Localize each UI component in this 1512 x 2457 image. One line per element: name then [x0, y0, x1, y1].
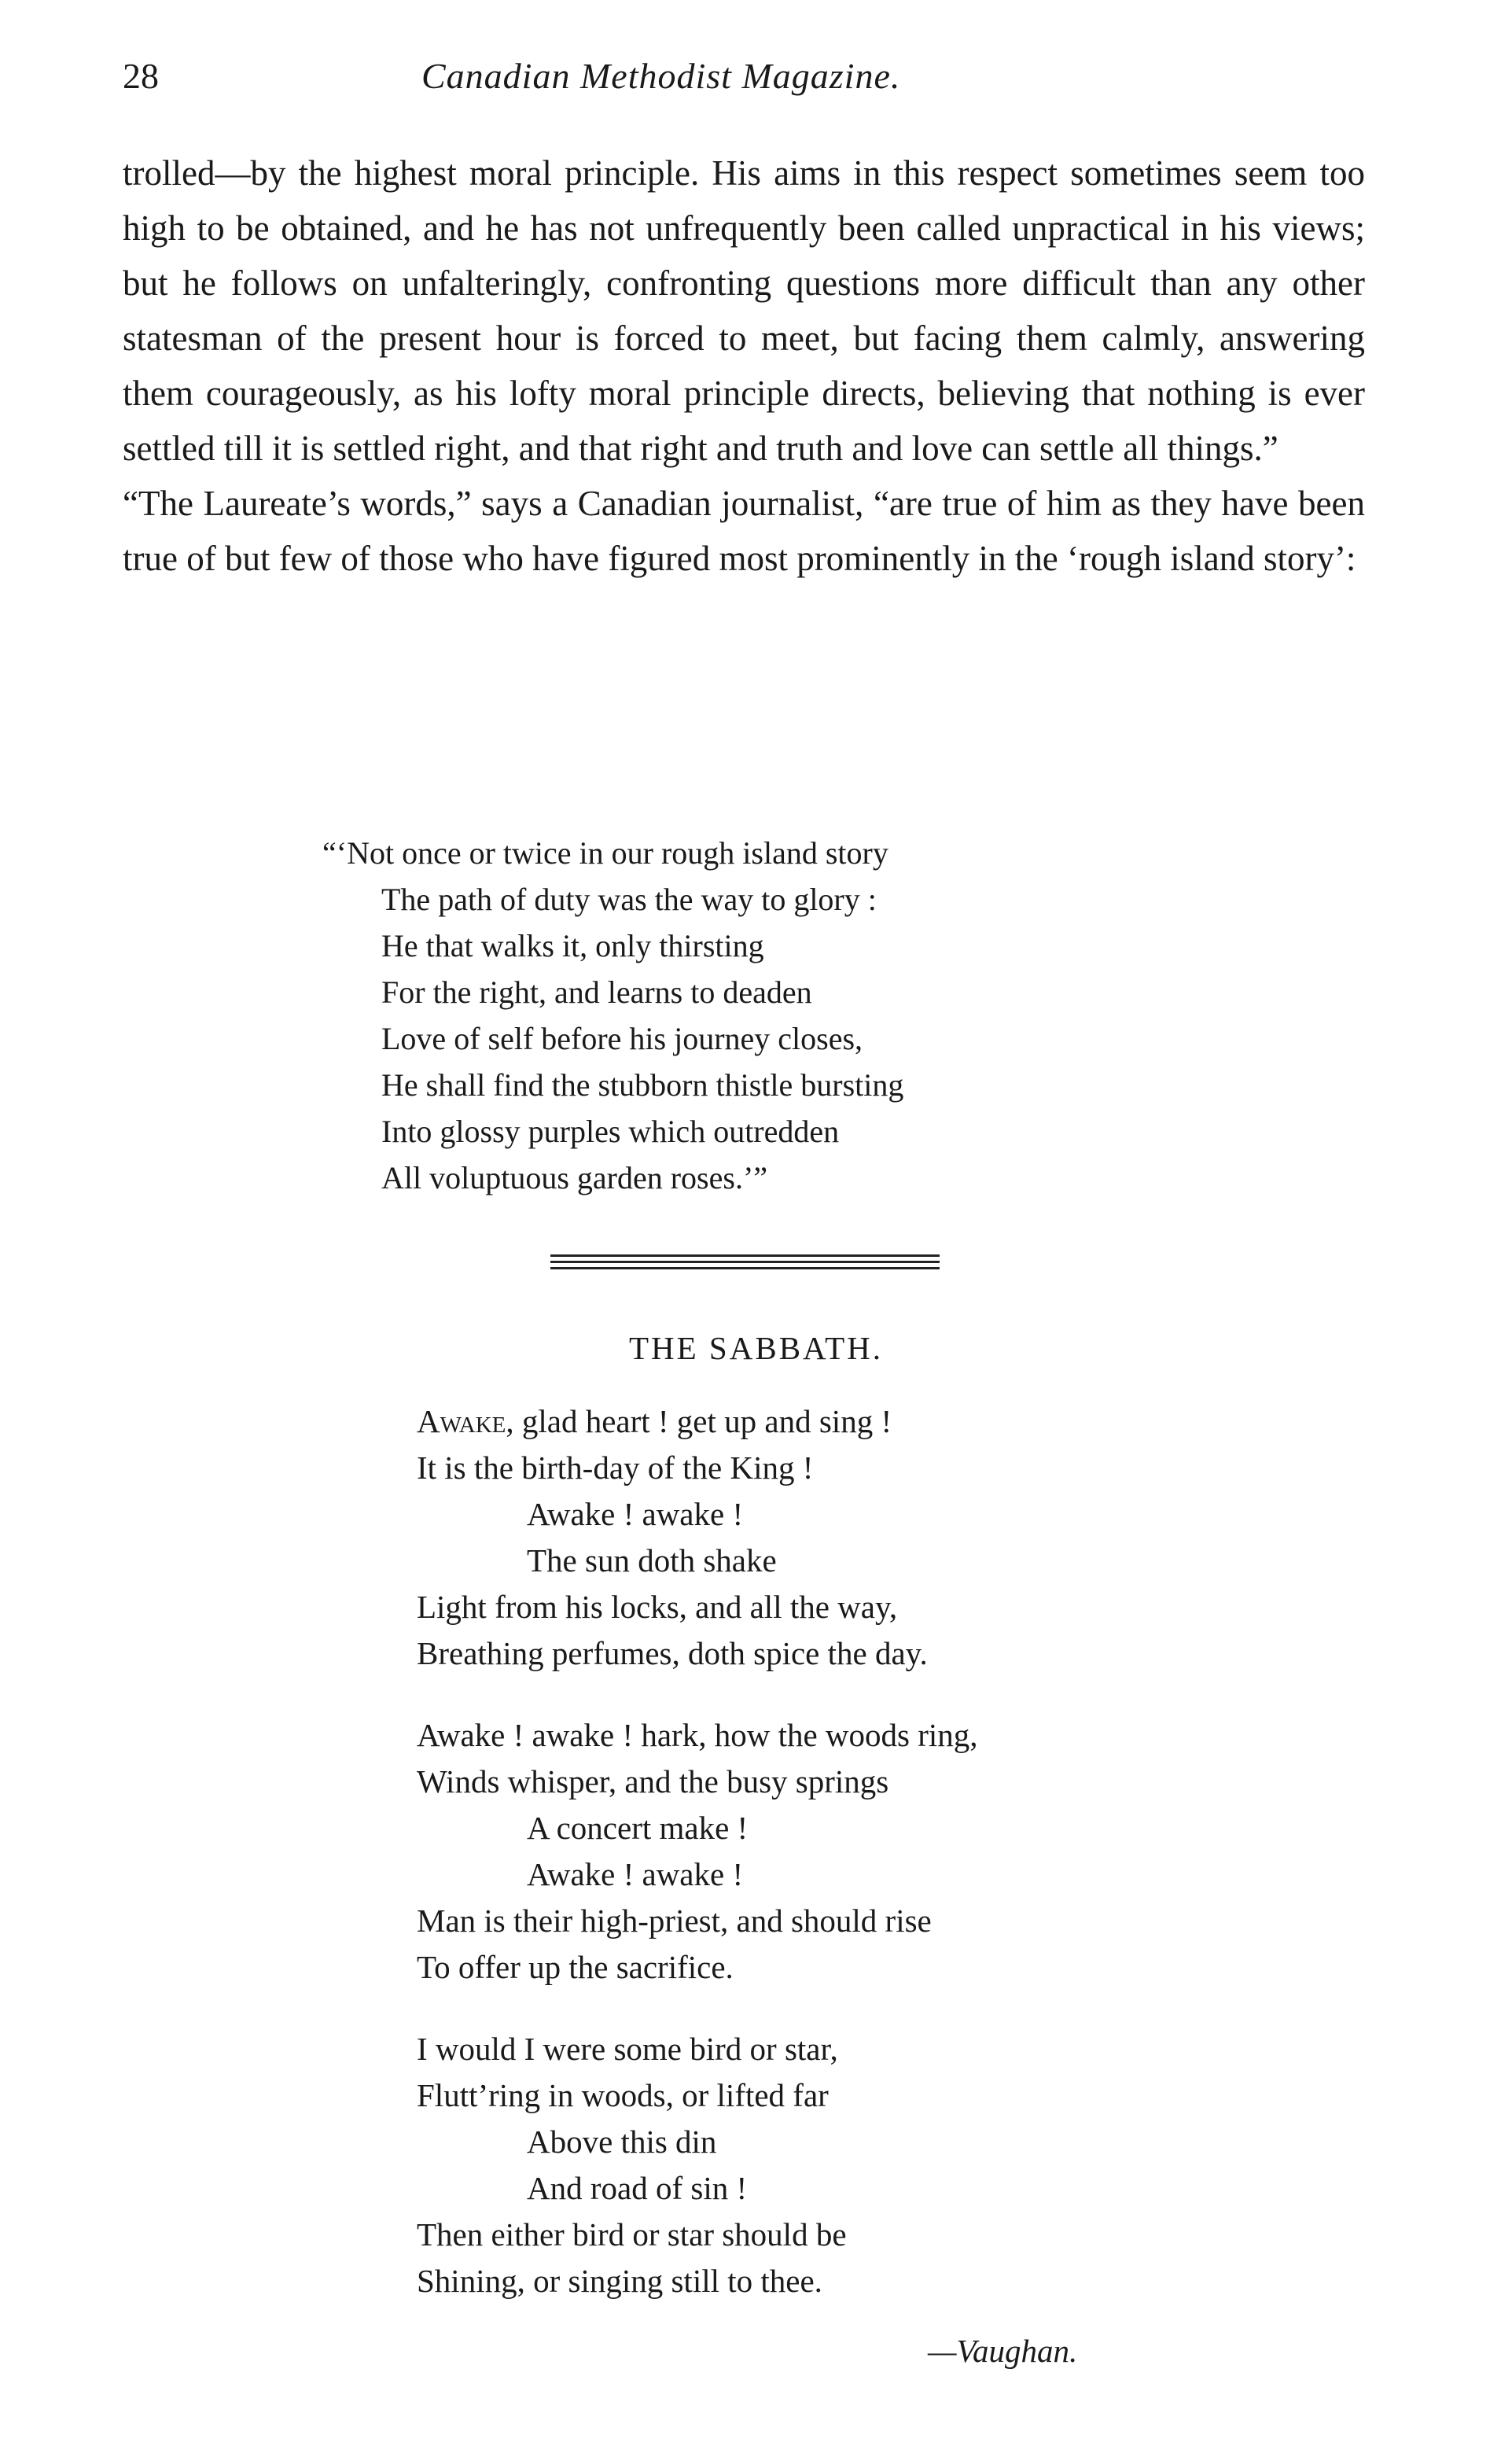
verse-line: He that walks it, only thirsting — [381, 928, 764, 963]
verse-line: And road of sin ! — [527, 2170, 748, 2206]
opening-word: Awake, — [417, 1403, 514, 1439]
verse-line: The path of duty was the way to glory : — [381, 882, 877, 917]
verse-line: A concert make ! — [527, 1810, 749, 1846]
verse-line: Awake ! awake ! — [527, 1856, 744, 1892]
separator-line — [550, 1254, 940, 1257]
stanza — [417, 1398, 978, 1677]
verse-line: Awake ! awake ! — [527, 1496, 744, 1532]
verse-line: Love of self before his journey closes, — [381, 1021, 863, 1056]
running-title: Canadian Methodist Magazine. — [421, 56, 901, 96]
poem-body — [417, 1398, 978, 2340]
verse-line: Above this din — [527, 2124, 717, 2160]
verse-line: Flutt’ring in woods, or lifted far — [417, 2077, 829, 2113]
verse-line: The sun doth shake — [527, 1542, 777, 1578]
body-paragraph: “The Laureate’s words,” says a Canadian journalist, “are true of him as they have been true of but few of those who have figured most prominently in the ‘rough island story’: — [123, 484, 1365, 578]
separator-line — [550, 1261, 940, 1263]
separator-line — [550, 1267, 940, 1269]
poem-attribution: —Vaughan. — [928, 2333, 1078, 2369]
verse-line: Winds whisper, and the busy springs — [417, 1763, 889, 1799]
stanza — [417, 1712, 978, 1991]
verse-line: Man is their high-priest, and should rise — [417, 1903, 932, 1939]
verse-line: Breathing perfumes, doth spice the day. — [417, 1635, 928, 1671]
verse-line: Shining, or singing still to thee. — [417, 2263, 822, 2299]
quoted-verse — [322, 830, 903, 1201]
verse-line: It is the birth-day of the King ! — [417, 1450, 814, 1486]
poem-title: THE SABBATH. — [628, 1330, 884, 1366]
section-separator — [550, 1254, 940, 1269]
verse-line — [417, 1398, 978, 1445]
page-number: 28 — [123, 56, 159, 96]
verse-line: All voluptuous garden roses.’” — [381, 1160, 768, 1195]
verse-line-text: glad heart ! get up and sing ! — [521, 1403, 892, 1439]
verse-line: Awake ! awake ! hark, how the woods ring, — [417, 1717, 978, 1753]
body-paragraph: trolled—by the highest moral principle. His aims in this respect sometimes seem too high to be obtained, and he has not unfrequently been called unpractical in his views; but he follows on unfalteringly, confronting questions more difficult than any other statesman of the present hour is forced to meet, but facing them calmly, answering them courageously, as his lofty moral principle directs, believing that nothing is ever settled till it is settled right, and that right and truth and love can settle all things.” — [123, 153, 1365, 468]
verse-line: Light from his locks, and all the way, — [417, 1589, 898, 1625]
verse-line: I would I were some bird or star, — [417, 2031, 838, 2067]
verse-line: “‘Not once or twice in our rough island story — [322, 835, 888, 871]
verse-line: Then either bird or star should be — [417, 2216, 847, 2253]
verse-line: He shall find the stubborn thistle bursting — [381, 1067, 904, 1103]
stanza — [417, 2026, 978, 2304]
page-header — [123, 55, 1365, 110]
article-body — [123, 146, 1365, 586]
verse-line: To offer up the sacrifice. — [417, 1949, 734, 1985]
verse-line: For the right, and learns to deaden — [381, 974, 812, 1010]
verse-line: Into glossy purples which outredden — [381, 1114, 840, 1149]
